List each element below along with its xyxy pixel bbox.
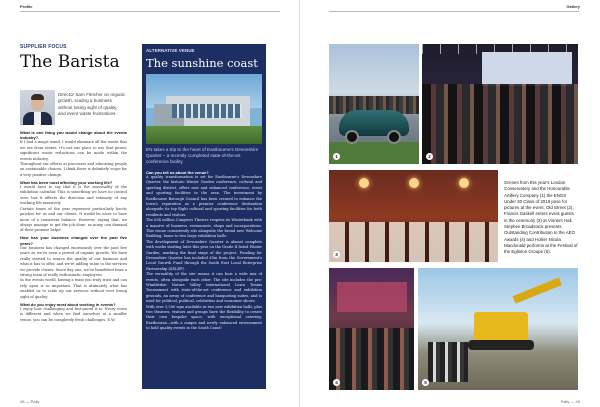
photo-wheel (345, 130, 359, 144)
gallery-photo-group (422, 44, 578, 164)
answer: A quality transformation is set for Eastbourne's Devonshire Quarter, the historic Winter Garden conference, cultural and sporting district, offers new and enhanced conference, event and sporting facilities to the area. The investment by Eastbourne Borough Council has been created to enhance the town's reputation as a premier conference destination alongside its top flight cultural and sporting facilities for both residents and visitors. (146, 174, 262, 217)
answer: In the events world, having a team you truly trust and can rely upon is so important. That is ultimately what has enabled us to scale up our services without ever losing sight of quality. (20, 278, 127, 299)
portrait-shirt (34, 112, 41, 125)
answer: The £54 million Congress Theatre reopens its Winterbank with a massive of business, restaurants, shops and incorporations. This venue consistently sits alongside the brand new Welcome Building, home to two large exhibition halls. (146, 218, 262, 239)
photo-number-badge: 5 (422, 379, 429, 386)
photo-screen (482, 52, 572, 86)
photo-people (428, 342, 468, 382)
photo-lawn (329, 142, 419, 164)
sidebar-title: The sunshine coast (146, 56, 258, 70)
venue-photo (146, 74, 262, 144)
photo-number-badge: 2 (426, 153, 433, 160)
photo-number-badge: 4 (333, 379, 340, 386)
gallery-photo-awards (329, 268, 414, 390)
answer: If I had a magic wand, I would eliminate all the waste that we see from events. It's not our place to use that power, significant waste reductions can be made within the events industry. (20, 140, 127, 161)
photo-digger-tracks (468, 340, 534, 350)
page-folio: Pally — 49 (560, 399, 580, 404)
question: What do you enjoy most about working in events? (20, 301, 116, 307)
gallery-caption: Scenes from this year's London Conservatory and the Honourable Artillery Company (1) the ENGS Under 30 Class of 2019 pose for pictures at the event, Old Street (2), Francis Gaskell enters event guests in the ceremony (3) at Vinners Hall, Stephen Broadstock presents Outstanding Contribution to the AEO Awards (4) and Hollier Nicola Macdonald performs at the Festival of the Eglinton Groupe (5). (504, 180, 578, 255)
photo-chandelier (409, 178, 419, 188)
sidebar-body (146, 168, 262, 386)
photo-chandelier (459, 178, 469, 188)
photo-stage (337, 282, 407, 312)
portrait-caption: Director Sam Fletcher on organic growth, scaling a business without losing sight of quality, and event waste frustrations (58, 92, 126, 117)
portrait-photo (20, 90, 55, 125)
gallery-photo-banquet (329, 170, 498, 262)
sidebar-kicker: ALTERNATIVE VENUE (146, 48, 195, 53)
running-head: Profile (20, 4, 33, 9)
photo-tables (329, 222, 498, 262)
answer: I would have to say that it is the seasonality of the exhibition calendar. This is something we have no control over, but it affects the direction and intensity of any working life massively. (20, 185, 127, 206)
question: What has been most affecting your working life? (20, 179, 113, 185)
portrait-hair (31, 94, 44, 100)
answer: The versatility of the site means it can host a wide mix of events, often alongside each other. The site includes the pro-Wimbledon Nature Valley International Lawn Tennis Tournament with state-of-the-art conference and exhibition grounds, an array of conference and banqueting suites, and is used for political, political, celebrities and consumer shows. (146, 272, 262, 304)
photo-glass-facade (172, 104, 242, 118)
photo-chandelier (359, 178, 369, 188)
photo-lawn (146, 126, 262, 144)
header-rule (20, 11, 280, 12)
answer: I enjoy how challenging and fast-paced it is. Every event is different and when we find ourselves at a smaller venue, you can be completely fresh challenges. E.W. (20, 307, 127, 322)
answer: The development of Devonshire Quarter is almost complete with works starting later this year on the Grade II listed Winter Garden, marking the final stage of the project. Funding for Devonshire Quarter has included £5m from the Government's Local Growth Fund through the South East Local Enterprise Partnership (SELEP). (146, 239, 262, 271)
answer: Certain times of the year represent particularly hectic patches for us and our clients. It would be nicer to have more of a consistent balance. However, saying that, we always manage to get the job done, as many can demand of their promise helps! (20, 206, 127, 233)
question: What is one thing you would change about the events industry? (20, 129, 127, 140)
gallery-photo-digger (418, 268, 578, 390)
question: How has your business changed over the past five years? (20, 235, 127, 246)
running-head: Gallery (566, 4, 580, 9)
answer: With over 3,500 sqm available in two new exhibition halls, plus two theatres, visitors and groups have the flexibility to create their own bespoke space, with exceptional catering. Eastbourne—with a unique and newly enhanced environment to hold quality events in the South Coast! (146, 304, 262, 331)
gallery-photo-supercar (329, 44, 419, 164)
photo-digger-arm (513, 278, 562, 304)
header-rule (329, 11, 579, 12)
question: Can you tell us about the venue? (146, 169, 209, 175)
photo-digger (474, 312, 528, 342)
page-folio: 48 — Pally (20, 399, 40, 404)
photo-wheel (387, 130, 401, 144)
section-kicker: SUPPLIER FOCUS (20, 44, 67, 50)
venue-sidebar (142, 44, 266, 389)
photo-people (422, 84, 578, 164)
answer: Our business has changed enormously over the past five years as we've seen a period of organic growth. We have really started to source the quality of our business and what it has to offer, and we're adding value to the services we provide clients. Since day one, we've benefitted from a strong team of really enthusiastic employees. (20, 246, 127, 278)
photo-number-badge: 3 (333, 251, 340, 258)
answer: Throughout our efforts at processes and educating people on sustainable choices, I think there is definitely scope for a very positive change. (20, 161, 127, 177)
photo-number-badge: 1 (333, 153, 340, 160)
photo-crowd (329, 328, 414, 390)
venue-photo-caption: EN takes a trip to the heart of Eastbourne's Devonshire Quarter – a recently completed state-of-the-art conference facility (146, 147, 259, 165)
article-headline: The Barista (20, 52, 120, 72)
interview-column (20, 128, 127, 394)
